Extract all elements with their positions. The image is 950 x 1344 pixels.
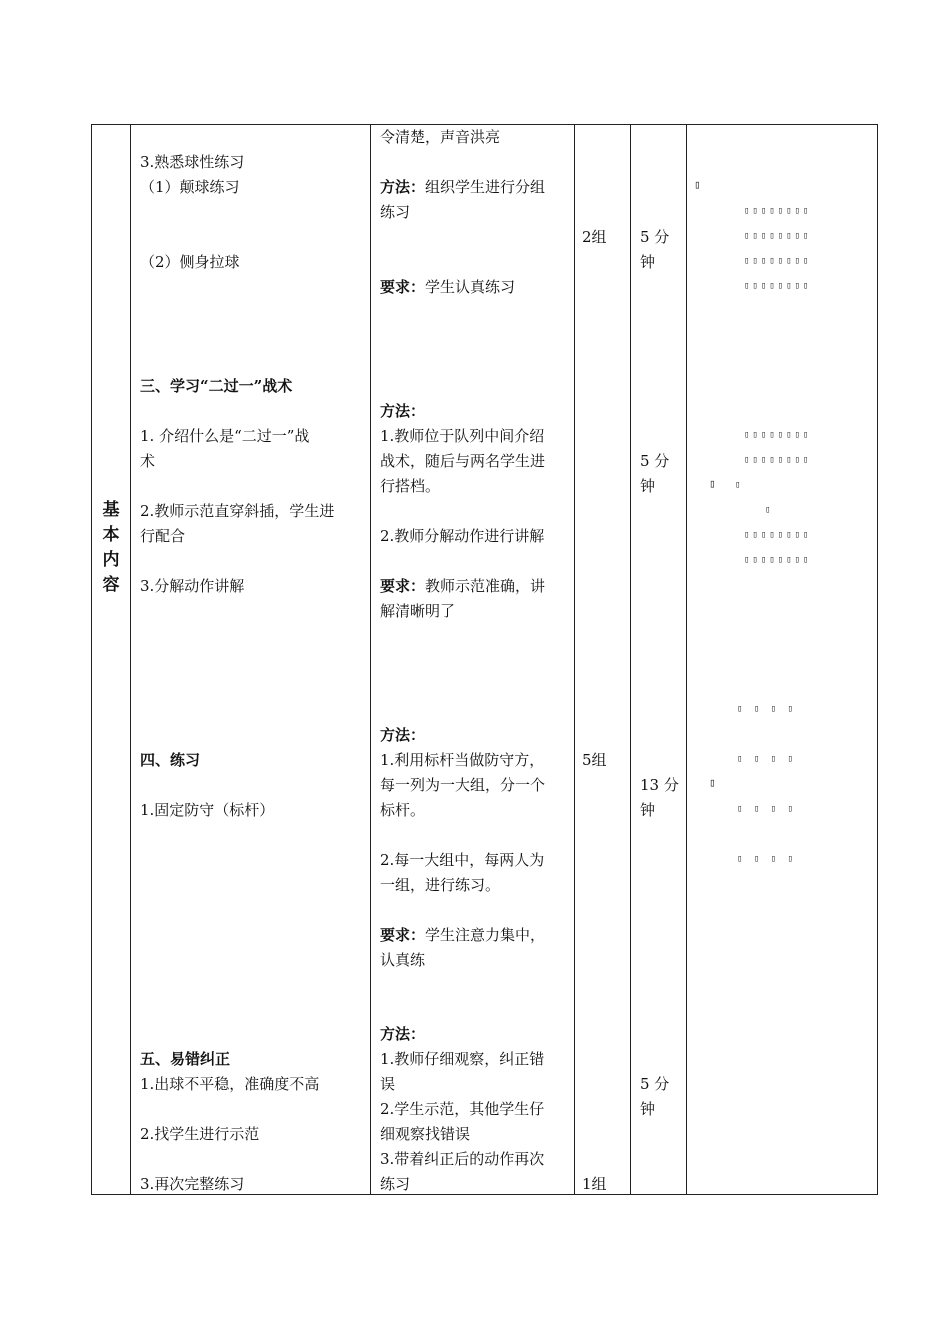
column-divider [130, 125, 131, 1194]
column-divider [574, 125, 575, 1194]
section-label: 基本内容 [102, 500, 120, 595]
requirement-text: 学生注意力集中， [425, 926, 546, 944]
sec3-title: 三、学习“二过一”战术 [140, 377, 293, 395]
requirement-label: 要求： [380, 577, 426, 595]
time-unit: 钟 [640, 1100, 656, 1118]
method-r4-l3: 2.学生示范，其他学生仔 [380, 1100, 545, 1118]
method-r3-l3: 标杆。 [380, 801, 426, 819]
sec4-title: 四、练习 [140, 751, 201, 769]
method-r3-l4: 2.每一大组中，每两人为 [380, 851, 545, 869]
method-r1-line2: 练习 [380, 203, 411, 221]
time-value: 5 分 [640, 228, 670, 246]
teacher-marker-icon: ▯ [709, 776, 716, 789]
sec3-item3: 3.分解动作讲解 [140, 577, 245, 595]
method-r4-l5: 3.带着纠正后的动作再次 [380, 1150, 545, 1168]
method-r4-label: 方法： [380, 1025, 426, 1043]
method-r3-l5: 一组，进行练习。 [380, 876, 501, 894]
sec3-item2-line2: 行配合 [140, 527, 186, 545]
method-r4-l4: 细观察找错误 [380, 1125, 471, 1143]
teacher-marker-icon: ▯ [709, 477, 716, 490]
time-unit: 钟 [640, 477, 656, 495]
student-row-icon: ▯▯▯▯▯▯▯▯ [744, 430, 812, 440]
time-value: 5 分 [640, 1075, 670, 1093]
method-r4-l1: 1.教师仔细观察，纠正错 [380, 1050, 545, 1068]
student-row-icon: ▯▯▯▯▯▯▯▯ [744, 231, 812, 241]
method-text: 组织学生进行分组 [425, 178, 546, 196]
requirement-r2-line2: 解清晰明了 [380, 602, 456, 620]
student-marker-icon: ▯ [765, 505, 774, 515]
time-unit: 钟 [640, 253, 656, 271]
time-value: 5 分 [640, 452, 670, 470]
method-r2-label: 方法： [380, 402, 426, 420]
method-r1-line1 [380, 175, 545, 200]
student-row-icon: ▯▯▯▯▯▯▯▯ [744, 256, 812, 266]
student-row-icon: ▯▯▯▯▯▯▯▯ [744, 455, 812, 465]
requirement-label: 要求： [380, 278, 426, 296]
group-count: 1组 [582, 1175, 607, 1193]
method-r3-label: 方法： [380, 726, 426, 744]
method-label: 方法： [380, 178, 426, 196]
time-value: 13 分 [640, 776, 679, 794]
column-divider [370, 125, 371, 1194]
sec5-title: 五、易错纠正 [140, 1050, 231, 1068]
student-row-icon: ▯▯▯▯▯▯▯▯ [744, 555, 812, 565]
sec3-item1-line2: 术 [140, 452, 156, 470]
student-row-icon: ▯▯▯▯▯▯▯▯ [744, 206, 812, 216]
column-divider [630, 125, 631, 1194]
method-r2-l3: 行搭档。 [380, 477, 441, 495]
sec5-item3: 3.再次完整练习 [140, 1175, 245, 1193]
student-row-icon: ▯▯▯▯▯▯▯▯ [744, 281, 812, 291]
column-divider [686, 125, 687, 1194]
student-marker-icon: ▯ [735, 480, 744, 490]
method-r4-l6: 练习 [380, 1175, 411, 1193]
teacher-marker-icon: ▯ [694, 178, 701, 191]
sec4-item1: 1.固定防守（标杆） [140, 801, 275, 819]
pole-row-icon: ▯ ▯ ▯ ▯ [737, 804, 796, 814]
student-row-icon: ▯▯▯▯▯▯▯▯ [744, 530, 812, 540]
requirement-label: 要求： [380, 926, 426, 944]
item3-title: 3.熟悉球性练习 [140, 153, 245, 171]
requirement-r3 [380, 923, 545, 948]
sec3-item2-line1: 2.教师示范直穿斜插，学生进 [140, 502, 335, 520]
sec3-item1-line1: 1. 介绍什么是“二过一”战 [140, 427, 310, 445]
pole-row-icon: ▯ ▯ ▯ ▯ [737, 854, 796, 864]
method-r4-l2: 误 [380, 1075, 396, 1093]
method-r1-line0: 令清楚，声音洪亮 [380, 128, 501, 146]
pole-row-icon: ▯ ▯ ▯ ▯ [737, 754, 796, 764]
group-count: 2组 [582, 228, 607, 246]
method-r2-l1: 1.教师位于队列中间介绍 [380, 427, 545, 445]
sec5-item2: 2.找学生进行示范 [140, 1125, 260, 1143]
group-count: 5组 [582, 751, 607, 769]
method-r3-l1: 1.利用标杆当做防守方， [380, 751, 545, 769]
requirement-text: 学生认真练习 [425, 278, 516, 296]
requirement-text: 教师示范准确，讲 [425, 577, 546, 595]
item3-sub2: （2）侧身拉球 [140, 253, 240, 271]
time-unit: 钟 [640, 801, 656, 819]
method-r2-l4: 2.教师分解动作进行讲解 [380, 527, 545, 545]
method-r2-l2: 战术，随后与两名学生进 [380, 452, 546, 470]
pole-row-icon: ▯ ▯ ▯ ▯ [737, 704, 796, 714]
requirement-r1 [380, 275, 515, 300]
requirement-r3-line2: 认真练 [380, 951, 426, 969]
requirement-r2 [380, 574, 545, 599]
method-r3-l2: 每一列为一大组，分一个 [380, 776, 546, 794]
item3-sub1: （1）颠球练习 [140, 178, 240, 196]
sec5-item1: 1.出球不平稳，准确度不高 [140, 1075, 320, 1093]
